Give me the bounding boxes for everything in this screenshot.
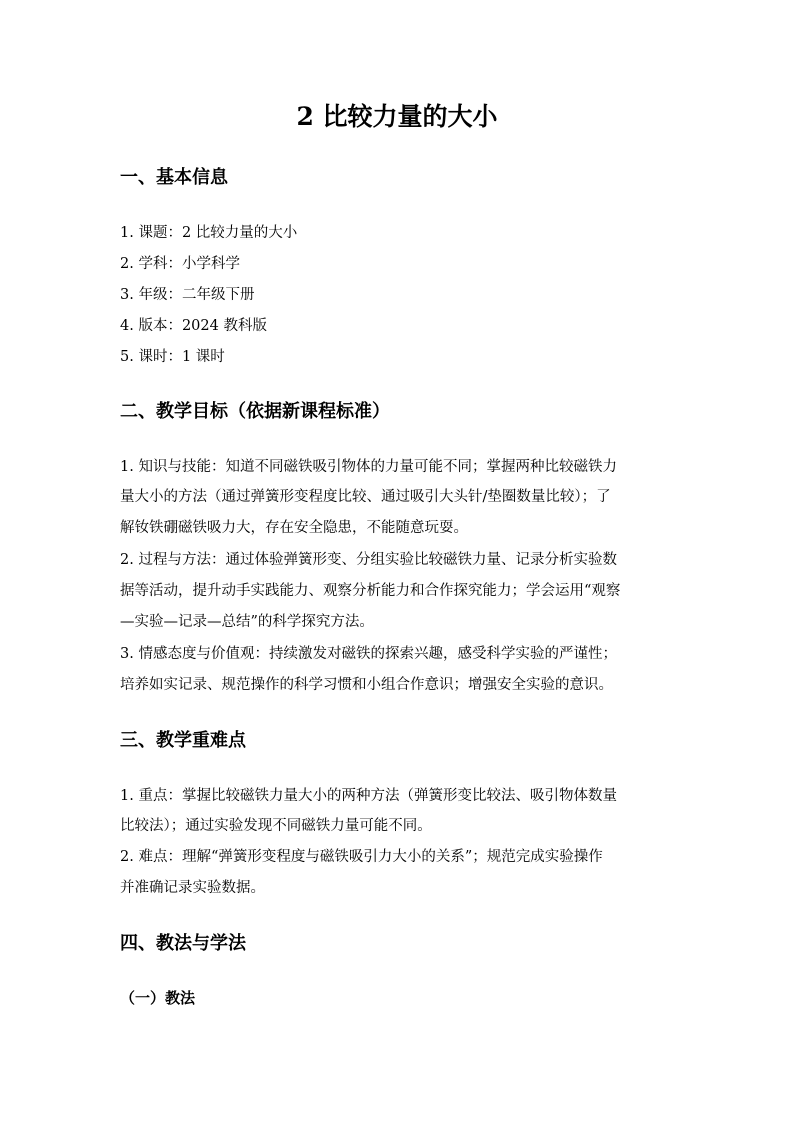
paragraph-line: 1. 课题：2 比较力量的大小 xyxy=(120,225,298,241)
paragraph-line: 5. 课时：1 课时 xyxy=(120,349,225,365)
paragraph-line: 培养如实记录、规范操作的科学习惯和小组合作意识；增强安全实验的意识。 xyxy=(120,677,613,693)
paragraph-line: 2. 学科：小学科学 xyxy=(120,256,240,272)
section-heading-key-points: 三、教学重难点 xyxy=(120,730,246,751)
paragraph-line: 并准确记录实验数据。 xyxy=(120,880,265,896)
paragraph-line: 2. 难点：理解“弹簧形变程度与磁铁吸引力大小的关系”；规范完成实验操作 xyxy=(120,849,603,865)
paragraph-line: 据等活动，提升动手实践能力、观察分析能力和合作探究能力；学会运用“观察 xyxy=(120,583,621,599)
paragraph-line: 3. 年级：二年级下册 xyxy=(120,287,255,303)
paragraph-line: —实验—记录—总结”的科学探究方法。 xyxy=(120,614,374,630)
document-title: 2 比较力量的大小 xyxy=(296,102,498,131)
paragraph-line: 比较法）；通过实验发现不同磁铁力量可能不同。 xyxy=(120,818,432,834)
subsection-heading-teaching-method: （一）教法 xyxy=(120,989,196,1007)
paragraph-line: 解钕铁硼磁铁吸力大，存在安全隐患，不能随意玩耍。 xyxy=(120,520,468,536)
section-heading-basic-info: 一、基本信息 xyxy=(120,167,228,188)
paragraph-line: 3. 情感态度与价值观：持续激发对磁铁的探索兴趣，感受科学实验的严谨性； xyxy=(120,646,617,662)
paragraph-line: 1. 重点：掌握比较磁铁力量大小的两种方法（弹簧形变比较法、吸引物体数量 xyxy=(120,788,617,804)
paragraph-line: 4. 版本：2024 教科版 xyxy=(120,318,267,334)
paragraph-line: 量大小的方法（通过弹簧形变程度比较、通过吸引大头针/垫圈数量比较）；了 xyxy=(120,489,611,505)
paragraph-line: 1. 知识与技能：知道不同磁铁吸引物体的力量可能不同；掌握两种比较磁铁力 xyxy=(120,459,617,475)
section-heading-methods: 四、教法与学法 xyxy=(120,933,246,954)
section-heading-teaching-goals: 二、教学目标（依据新课程标准） xyxy=(120,401,390,422)
paragraph-line: 2. 过程与方法：通过体验弹簧形变、分组实验比较磁铁力量、记录分析实验数 xyxy=(120,552,617,568)
